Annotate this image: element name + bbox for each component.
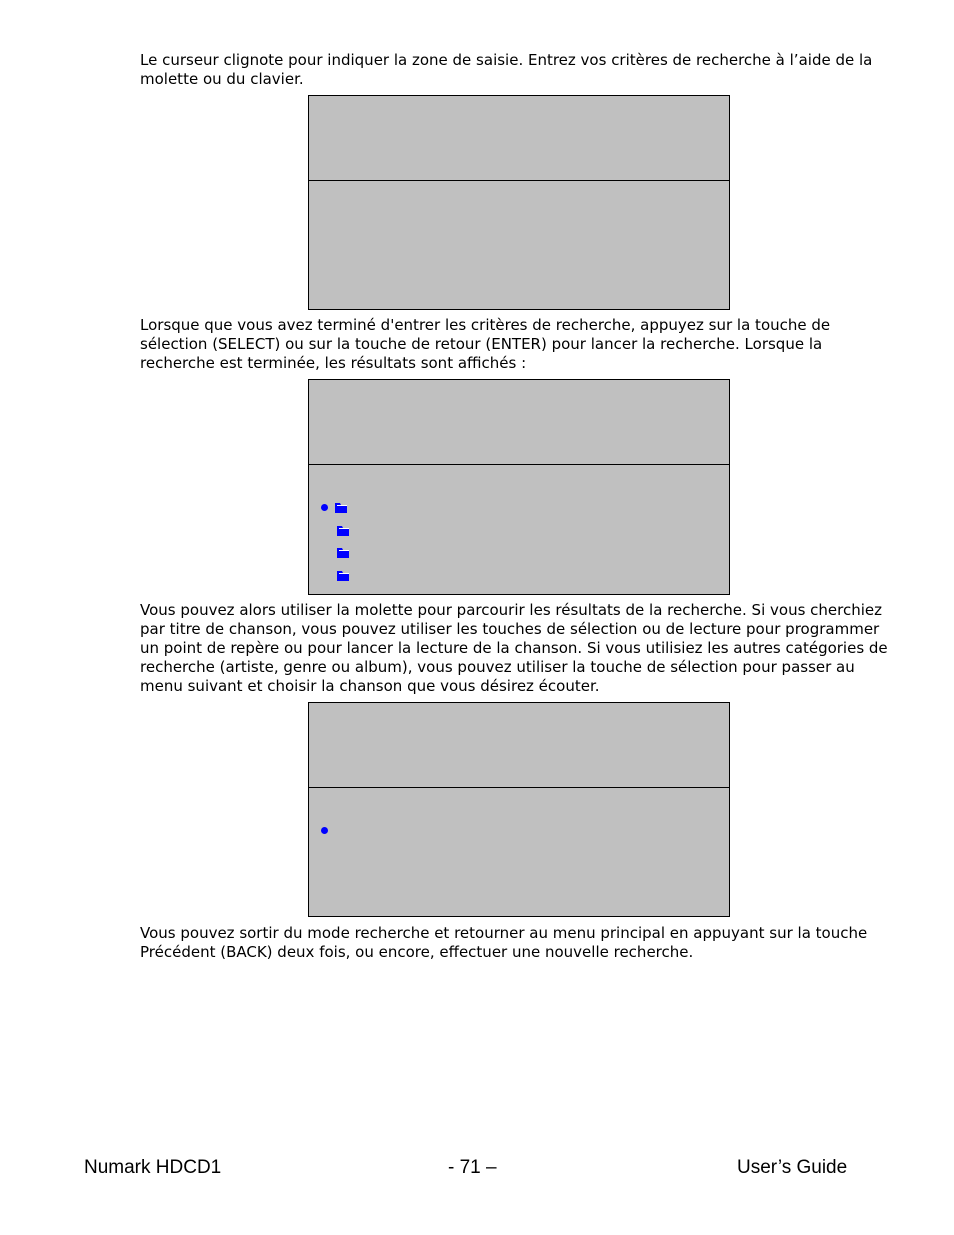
lcd-header-area (309, 380, 729, 465)
folder-icon (337, 526, 349, 536)
bullet-dot-icon (321, 827, 328, 834)
lcd-result-list (309, 465, 729, 594)
lcd-body-area (309, 181, 729, 309)
bullet-dot-icon (321, 504, 328, 511)
lcd-header-area (309, 96, 729, 181)
folder-icon (335, 503, 347, 513)
folder-icon (337, 571, 349, 581)
paragraph-launch-search: Lorsque que vous avez terminé d'entrer les critères de recherche, appuyez sur la touche de sélection (SELECT) ou sur la touche de retour (ENTER) pour lancer la recherche. Lorsque la recherche est terminée, les résultats sont affichés : (140, 316, 831, 372)
lcd-screen-song-select (308, 702, 730, 917)
lcd-screen-search-input (308, 95, 730, 310)
footer-page-number: - 71 – (448, 1157, 497, 1178)
footer-guide-title: User’s Guide (737, 1157, 848, 1178)
footer-product-name: Numark HDCD1 (84, 1157, 222, 1178)
paragraph-cursor-info: Le curseur clignote pour indiquer la zone de saisie. Entrez vos critères de recherche à l’aide de la molette ou du clavier. (140, 51, 873, 88)
folder-icon (337, 548, 349, 558)
lcd-song-list (309, 788, 729, 916)
lcd-header-area (309, 703, 729, 788)
paragraph-exit-search: Vous pouvez sortir du mode recherche et retourner au menu principal en appuyant sur la touche Précédent (BACK) deux fois, ou encore, effectuer une nouvelle recherche. (140, 924, 868, 961)
paragraph-browse-results: Vous pouvez alors utiliser la molette pour parcourir les résultats de la recherche. Si vous cherchiez par titre de chanson, vous pouvez utiliser les touches de sélection ou de lecture pour programmer un point de repère ou pour lancer la lecture de la chanson. Si vous utilisiez les autres catégories de recherche (artiste, genre ou album), vous pouvez utiliser la touche de sélection pour passer au menu suivant et choisir la chanson que vous désirez écouter. (140, 601, 888, 695)
lcd-screen-search-results (308, 379, 730, 595)
